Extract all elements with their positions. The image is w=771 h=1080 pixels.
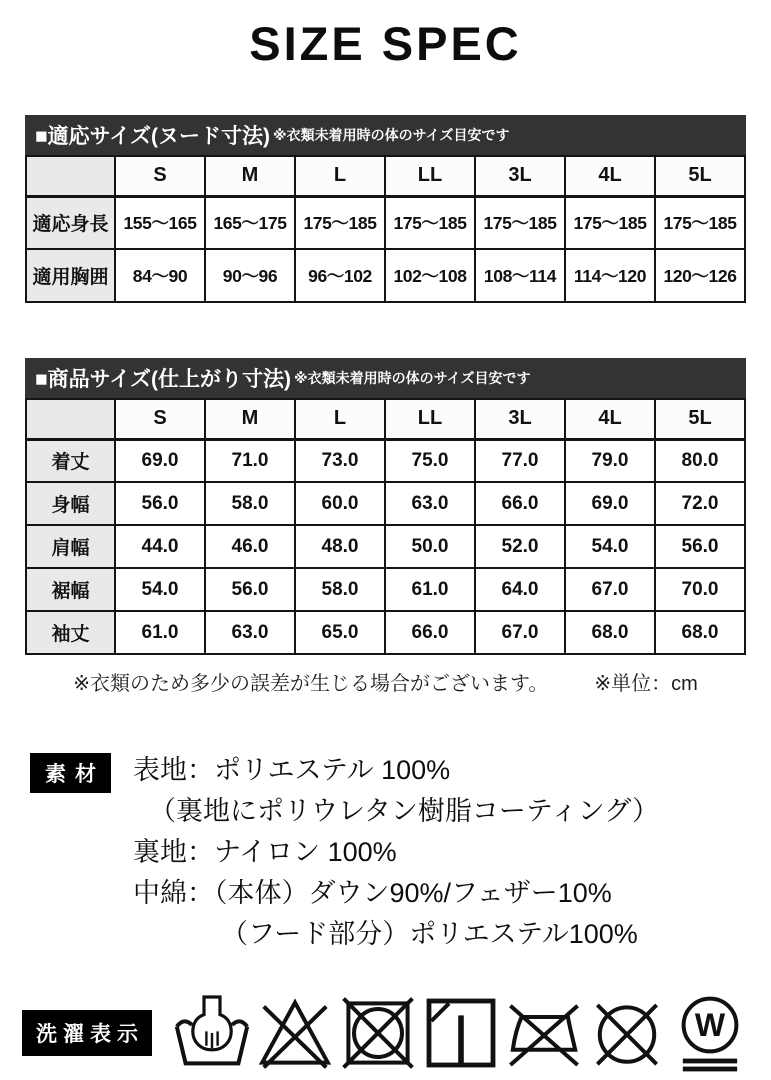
- size-value-cell: 90〜96: [205, 249, 295, 302]
- do-not-tumble-dry-icon: [338, 989, 418, 1077]
- tolerance-note: ※衣類のため多少の誤差が生じる場合がございます。: [73, 673, 549, 695]
- table-row: [26, 525, 745, 568]
- size-value-cell: 61.0: [115, 611, 205, 654]
- care-symbols-section: [22, 989, 771, 1077]
- row-label: 適用胸囲: [26, 249, 115, 302]
- unit-note: ※単位：cm: [594, 673, 698, 695]
- do-not-dry-clean-icon: [587, 989, 667, 1077]
- size-value-cell: 54.0: [565, 525, 655, 568]
- fit-size-section: [25, 115, 746, 303]
- row-label: 肩幅: [26, 525, 115, 568]
- size-value-cell: 155〜165: [115, 196, 205, 249]
- size-col-header: 5L: [655, 399, 745, 439]
- size-value-cell: 66.0: [475, 482, 565, 525]
- size-value-cell: 44.0: [115, 525, 205, 568]
- size-value-cell: 80.0: [655, 439, 745, 482]
- material-label: 素材: [30, 753, 111, 793]
- product-size-title-note: ※衣類未着用時の体のサイズ目安です: [294, 370, 531, 386]
- material-section: [30, 750, 771, 955]
- row-label: 裾幅: [26, 568, 115, 611]
- size-value-cell: 75.0: [385, 439, 475, 482]
- table-row: [26, 439, 745, 482]
- size-value-cell: 60.0: [295, 482, 385, 525]
- size-value-cell: 66.0: [385, 611, 475, 654]
- svg-text:W: W: [694, 1007, 726, 1044]
- size-col-header: LL: [385, 156, 475, 196]
- size-value-cell: 175〜185: [565, 196, 655, 249]
- table-row: [26, 568, 745, 611]
- size-value-cell: 79.0: [565, 439, 655, 482]
- size-value-cell: 114〜120: [565, 249, 655, 302]
- table-row: [26, 611, 745, 654]
- size-value-cell: 120〜126: [655, 249, 745, 302]
- do-not-bleach-icon: [255, 989, 335, 1077]
- row-label: 着丈: [26, 439, 115, 482]
- size-col-header: L: [295, 156, 385, 196]
- material-line: 裏地：ナイロン 100%: [133, 837, 397, 867]
- size-value-cell: 48.0: [295, 525, 385, 568]
- wet-cleaning-very-gentle-icon: [670, 989, 750, 1077]
- size-col-header: LL: [385, 399, 475, 439]
- size-col-header: 5L: [655, 156, 745, 196]
- size-value-cell: 175〜185: [295, 196, 385, 249]
- material-text: [133, 750, 659, 955]
- size-value-cell: 50.0: [385, 525, 475, 568]
- material-line: 表地：ポリエステル 100%: [133, 755, 451, 785]
- material-line: 中綿：（本体）ダウン90%/フェザー10%: [133, 878, 612, 908]
- size-value-cell: 70.0: [655, 568, 745, 611]
- corner-cell: [26, 156, 115, 196]
- size-value-cell: 72.0: [655, 482, 745, 525]
- size-value-cell: 46.0: [205, 525, 295, 568]
- material-line: （裏地にポリウレタン樹脂コーティング）: [149, 796, 660, 826]
- size-value-cell: 175〜185: [475, 196, 565, 249]
- size-header-row: [26, 156, 745, 196]
- row-label: 身幅: [26, 482, 115, 525]
- size-value-cell: 58.0: [295, 568, 385, 611]
- size-col-header: 3L: [475, 399, 565, 439]
- size-value-cell: 69.0: [115, 439, 205, 482]
- size-col-header: S: [115, 399, 205, 439]
- size-value-cell: 54.0: [115, 568, 205, 611]
- size-col-header: M: [205, 399, 295, 439]
- material-line: （フード部分）ポリエステル100%: [221, 919, 638, 949]
- size-col-header: S: [115, 156, 205, 196]
- size-col-header: 4L: [565, 399, 655, 439]
- page-title: SIZE SPEC: [249, 17, 522, 70]
- size-value-cell: 64.0: [475, 568, 565, 611]
- table-row: [26, 482, 745, 525]
- size-value-cell: 67.0: [565, 568, 655, 611]
- size-value-cell: 175〜185: [655, 196, 745, 249]
- size-value-cell: 96〜102: [295, 249, 385, 302]
- fit-size-title-bar: [25, 115, 746, 155]
- size-col-header: 3L: [475, 156, 565, 196]
- fit-size-table: [25, 155, 746, 303]
- product-size-section: [25, 358, 746, 655]
- size-value-cell: 71.0: [205, 439, 295, 482]
- do-not-iron-icon: [504, 989, 584, 1077]
- size-value-cell: 61.0: [385, 568, 475, 611]
- size-col-header: L: [295, 399, 385, 439]
- size-value-cell: 84〜90: [115, 249, 205, 302]
- size-value-cell: 56.0: [205, 568, 295, 611]
- fit-size-title: ■適応サイズ(ヌード寸法): [35, 125, 270, 148]
- size-value-cell: 68.0: [655, 611, 745, 654]
- size-value-cell: 69.0: [565, 482, 655, 525]
- size-value-cell: 77.0: [475, 439, 565, 482]
- size-value-cell: 63.0: [385, 482, 475, 525]
- table-row: [26, 196, 745, 249]
- size-value-cell: 102〜108: [385, 249, 475, 302]
- table-footnote: [25, 667, 746, 696]
- product-size-title: ■商品サイズ(仕上がり寸法): [35, 368, 291, 391]
- size-value-cell: 52.0: [475, 525, 565, 568]
- size-value-cell: 56.0: [655, 525, 745, 568]
- size-col-header: 4L: [565, 156, 655, 196]
- laundry-label: 洗濯表示: [22, 1010, 152, 1056]
- size-value-cell: 63.0: [205, 611, 295, 654]
- row-label: 適応身長: [26, 196, 115, 249]
- size-value-cell: 58.0: [205, 482, 295, 525]
- fit-size-title-note: ※衣類未着用時の体のサイズ目安です: [273, 127, 510, 143]
- row-label: 袖丈: [26, 611, 115, 654]
- size-value-cell: 67.0: [475, 611, 565, 654]
- hand-wash-icon: [172, 989, 252, 1077]
- size-value-cell: 56.0: [115, 482, 205, 525]
- size-value-cell: 175〜185: [385, 196, 475, 249]
- product-size-title-bar: [25, 358, 746, 398]
- corner-cell: [26, 399, 115, 439]
- size-value-cell: 73.0: [295, 439, 385, 482]
- care-symbols-row: [172, 989, 750, 1077]
- size-value-cell: 65.0: [295, 611, 385, 654]
- size-header-row: [26, 399, 745, 439]
- line-dry-in-shade-icon: [421, 989, 501, 1077]
- size-value-cell: 68.0: [565, 611, 655, 654]
- table-row: [26, 249, 745, 302]
- size-col-header: M: [205, 156, 295, 196]
- product-size-table: [25, 398, 746, 655]
- size-value-cell: 165〜175: [205, 196, 295, 249]
- size-value-cell: 108〜114: [475, 249, 565, 302]
